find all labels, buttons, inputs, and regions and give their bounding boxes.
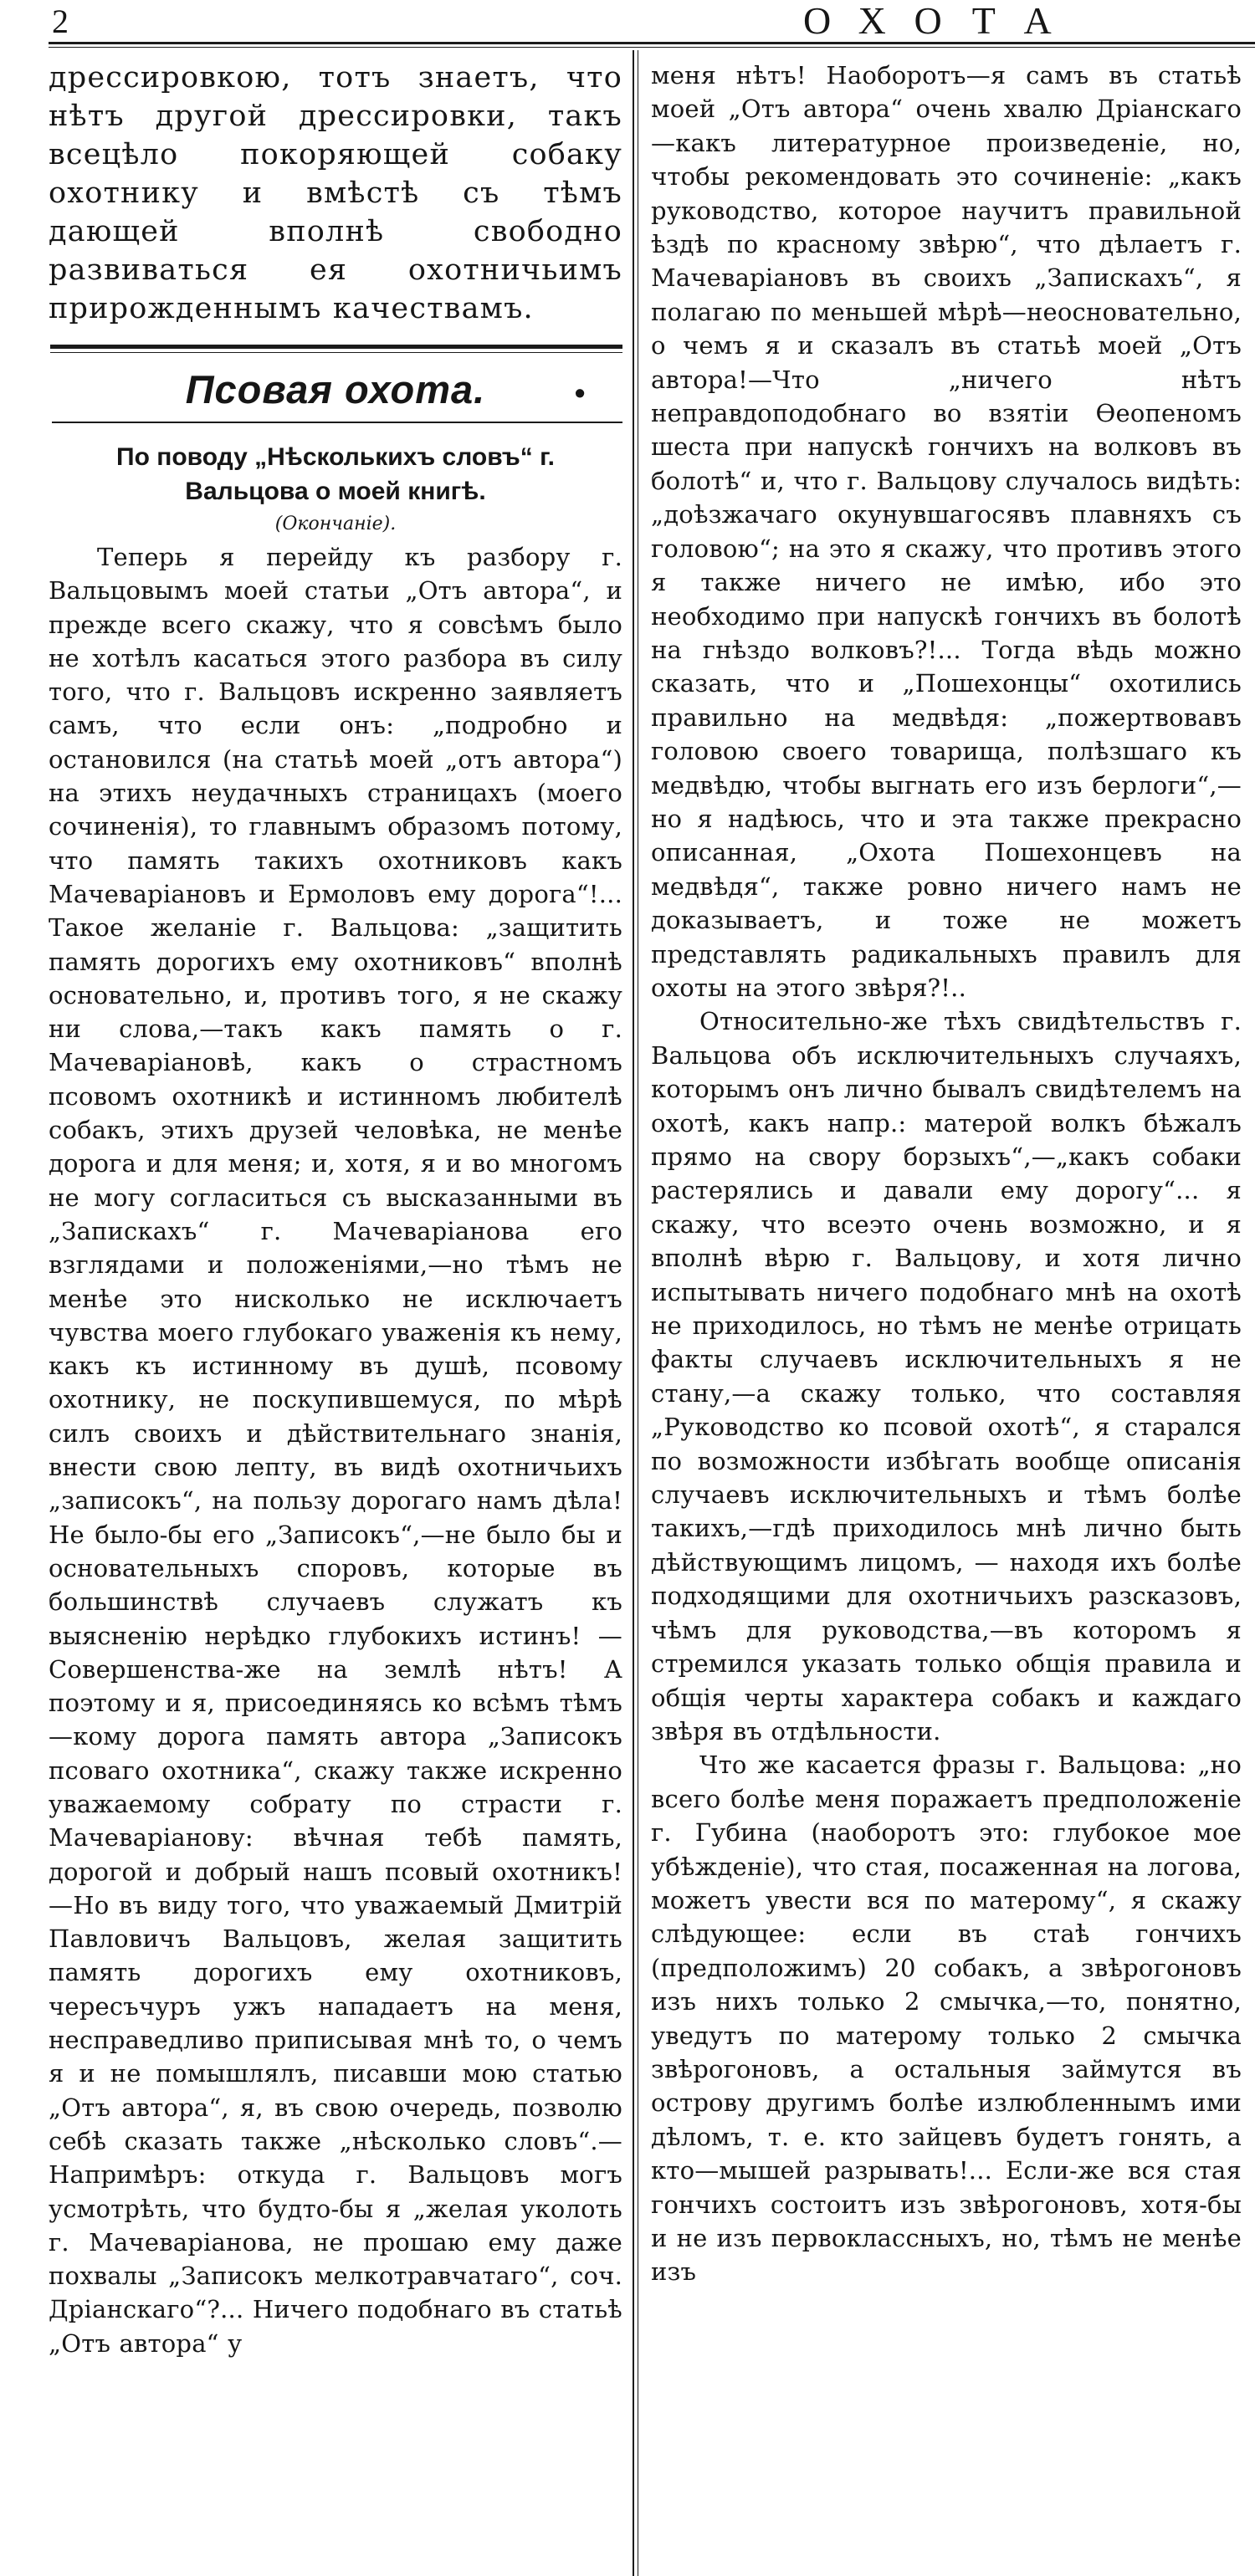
header-rule-thin — [49, 47, 1255, 48]
section-divider-thick — [50, 345, 622, 349]
article-paragraph: Что же касается фразы г. Вальцова: „но всего болѣе меня поражаетъ предположеніе г. Губина (наоборотъ это: глубокое мое убѣжденіе), что стая, посаженная на логова, можетъ увести вся по матерому“, я скажу слѣдующее: если въ стаѣ гончихъ (предположимъ) 20 собакъ, а звѣрогоновъ изъ нихъ только 2 смычка,—то, понятно, уведутъ по матерому только 2 смычка звѣрогоновъ, а остальныя займутся въ острову другимъ болѣе излюбленнымъ ими дѣломъ, т. е. кто зайцевъ будетъ гонять, а кто—мышей разрывать!... Если-же вся стая гончихъ состоитъ изъ звѣрогоновъ, хотя-бы и не изъ первоклассныхъ, но, тѣмъ не менѣе изъ — [651, 1751, 1242, 2287]
header-rule — [49, 42, 1255, 44]
section-divider-thin — [50, 352, 622, 353]
intro-paragraph: дрессировкою, тотъ знаетъ, что нѣтъ другой дрессировки, такъ всецѣло покоряющей собаку охотнику и вмѣстѣ съ тѣмъ дающей вполнѣ свободно развиваться ея охотничьимъ прирожденнымъ качествамъ. — [49, 61, 622, 325]
section-title-text: Псовая охота. — [185, 367, 486, 411]
section-title-rule — [52, 422, 622, 423]
journal-title: ОХОТА — [803, 0, 1082, 42]
running-header — [0, 0, 1255, 43]
article-paragraph: Относительно-же тѣхъ свидѣтельствъ г. Вальцова объ исключительныхъ случаяхъ, которымъ онъ лично бывалъ свидѣтелемъ на охотѣ, какъ напр.: матерой волкъ бѣжалъ прямо на свору борзыхъ“,—„какъ собаки растерялись и давали ему дорогу“... я скажу, что всеэто очень возможно, и я вполнѣ вѣрю г. Вальцову, и хотя лично испытывать ничего подобнаго мнѣ на охотѣ не приходилось, но тѣмъ не менѣе отрицать факты случаевъ исключительныхъ я не стану,—а скажу только, что составляя „Руководство ко псовой охотѣ“, я старался по возможности избѣгать вообще описанія случаевъ исключительныхъ и тѣмъ болѣе такихъ,—гдѣ приходилось мнѣ лично быть дѣйствующимъ лицомъ, — находя ихъ болѣе подходящими для охотничьихъ разсказовъ, чѣмъ для руководства,—въ которомъ я стремился указать только общія правила и общія черты характера собакъ и каждаго звѣря въ отдѣльности. — [651, 1007, 1242, 1745]
left-column — [49, 59, 622, 2360]
article-paragraph-continued: меня нѣтъ! Наоборотъ—я самъ въ статьѣ моей „Отъ автора“ очень хвалю Дріанскаго—какъ литературное произведеніе, но, чтобы рекомендовать это сочиненіе: „какъ руководство, которое научитъ правильной ѣздѣ по красному звѣрю“, что дѣлаетъ г. Мачеваріановъ въ своихъ „Запискахъ“, я полагаю по меньшей мѣрѣ—неосновательно, о чемъ я и сказалъ въ статьѣ моей „Отъ автора!—Что „ничего нѣтъ неправдоподобнаго во взятіи Ѳеопеномъ шеста при напускѣ гончихъ на волковъ въ болотѣ“ и, что г. Вальцову случалось видѣть: „доѣзжачаго окунувшагосявъ плавняхъ съ головою“; на это я скажу, что противъ этого я также ничего не имѣю, ибо это необходимо при напускѣ гончихъ въ болотѣ на гнѣздо волковъ?!... Тогда вѣдь можно сказать, что и „Пошехонцы“ охотились правильно на медвѣдя: „пожертвовавъ головою своего товарища, полѣзшаго къ медвѣдю, чтобы выгнать его изъ берлоги“,—но я надѣюсь, что и эта также прекрасно описанная, „Охота Пошехонцевъ на медвѣдя“, также ровно ничего намъ не доказываетъ, и тоже не можетъ представлять радикальныхъ правилъ для охоты на этого звѣря?!.. — [651, 61, 1242, 1002]
section-mark: • — [574, 376, 586, 410]
article-subtitle: (Окончаніе). — [274, 514, 397, 534]
page-number: 2 — [52, 3, 69, 40]
article-title: По поводу „Нѣсколькихъ словъ“ г. Вальцова о моей книгѣ. — [116, 443, 555, 505]
section-title — [49, 365, 622, 415]
right-column — [651, 59, 1242, 2289]
column-divider — [633, 50, 634, 2576]
section-divider — [49, 341, 622, 360]
article-paragraph: Теперь я перейду къ разбору г. Вальцовымъ моей статьи „Отъ автора“, и прежде всего скажу, что я совсѣмъ было не хотѣлъ касаться этого разбора въ силу того, что г. Вальцовъ искренно заявляетъ самъ, что если онъ: „подробно и остановился (на статьѣ моей „отъ автора“) на этихъ неудачныхъ страницахъ (моего сочиненія), то главнымъ образомъ потому, что память такихъ охотниковъ какъ Мачеваріановъ и Ермоловъ ему дорога“!... Такое желаніе г. Вальцова: „защитить память дорогихъ ему охотниковъ“ вполнѣ основательно, и, противъ того, я не скажу ни слова,—такъ какъ память о г. Мачеваріановѣ, какъ о страстномъ псовомъ охотникѣ и истинномъ любителѣ собакъ, этихъ друзей человѣка, не менѣе дорога и для меня; и, хотя, я и во многомъ не могу согласиться съ высказанными въ „Запискахъ“ г. Мачеваріанова его взглядами и положеніями,—но тѣмъ не менѣе это нисколько не исключаетъ чувства моего глубокаго уваженія къ нему, какъ къ истинному въ душѣ, псовому охотнику, не поскупившемуся, по мѣрѣ силъ своихъ и дѣйствительнаго знанія, внести свою лепту, въ видѣ охотничьихъ „записокъ“, на пользу дорогаго намъ дѣла! Не было-бы его „Записокъ“,—не было бы и основательныхъ споровъ, которые въ большинствѣ случаевъ служатъ къ выясненію нерѣдко глубокихъ истинъ! — Совершенства-же на землѣ нѣтъ! А поэтому и я, присоединяясь ко всѣмъ тѣмъ—кому дорога память автора „Записокъ псоваго охотника“, скажу также искренно уважаемому собрату по страсти г. Мачеваріанову: вѣчная тебѣ память, дорогой и добрый нашъ псовый охотникъ!—Но въ виду того, что уважаемый Дмитрій Павловичъ Вальцовъ, желая защитить память дорогихъ ему охотниковъ, чересъчуръ ужъ нападаетъ на меня, несправедливо приписывая мнѣ то, о чемъ я и не помышлялъ, писавши мою статью „Отъ автора“, я, въ свою очередь, позволю себѣ сказать также „нѣсколько словъ“.— Напримѣръ: откуда г. Вальцовъ могъ усмотрѣть, что будто-бы я „желая уколоть г. Мачеваріанова, не прошаю ему даже похвалы „Записокъ мелкотравчатаго“, соч. Дріанскаго“?... Ничего подобнаго въ статьѣ „Отъ автора“ у — [49, 543, 622, 2358]
